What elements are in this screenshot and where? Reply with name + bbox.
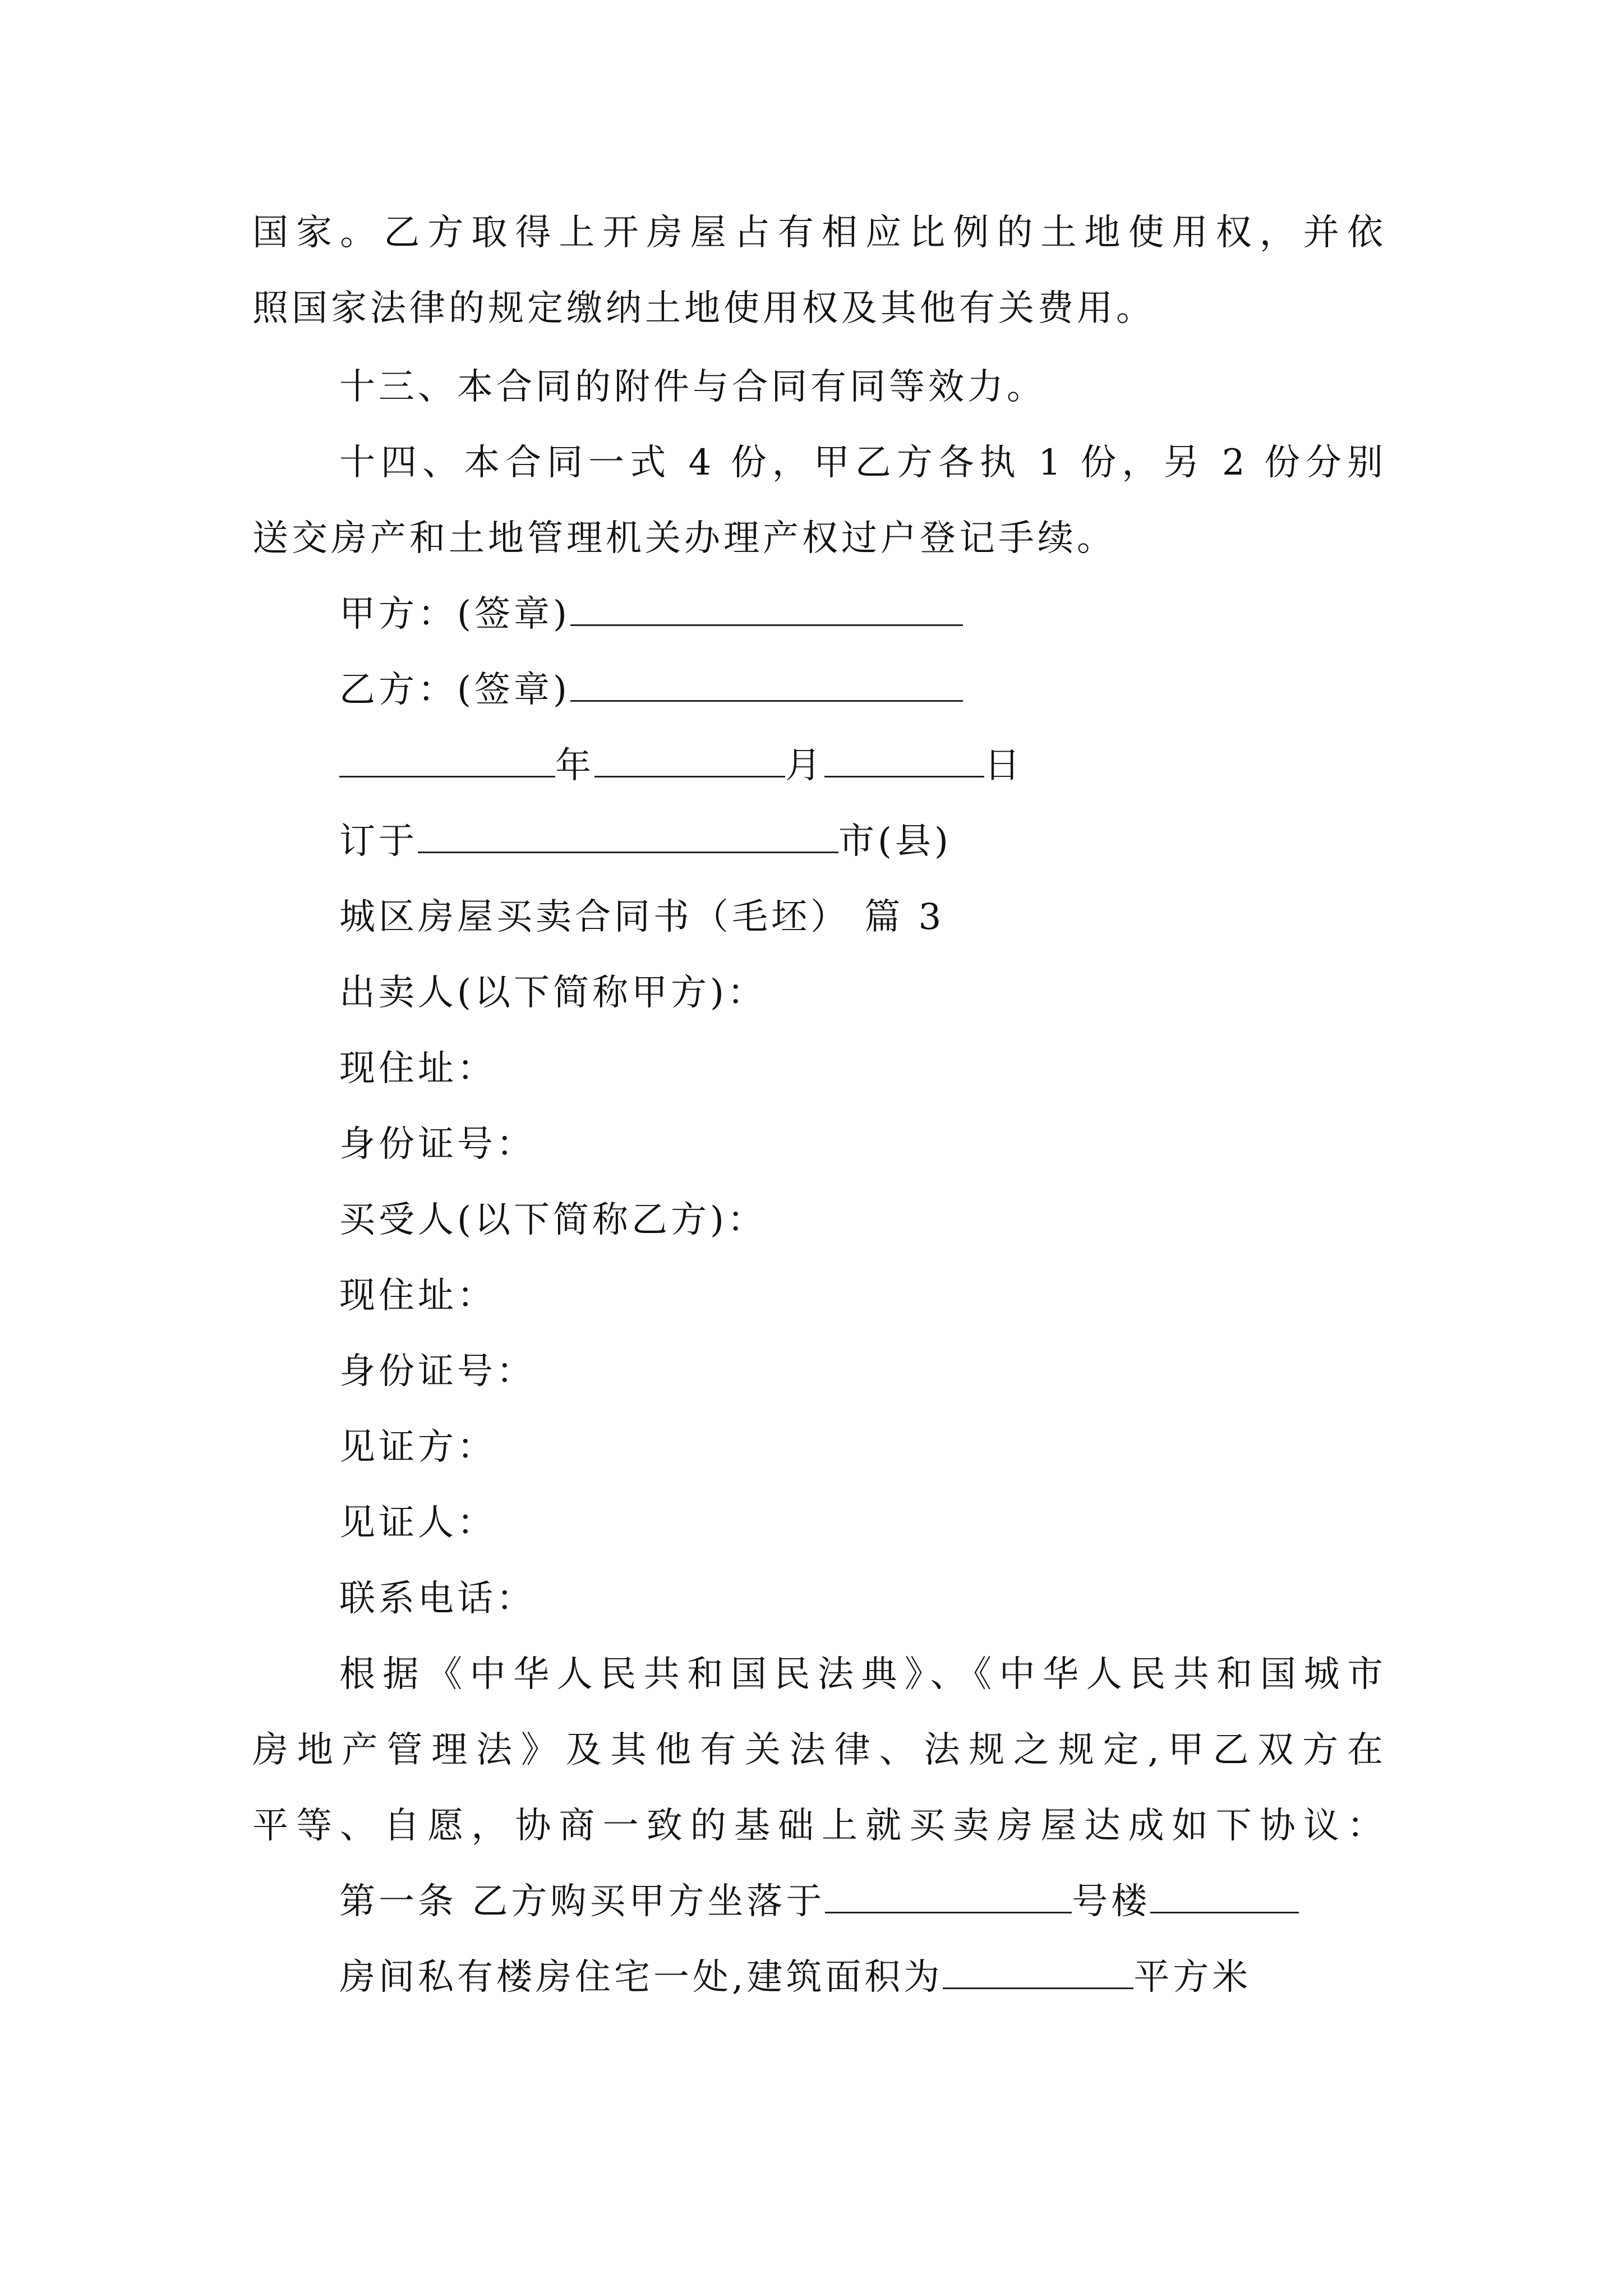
year-label: 年 (555, 745, 594, 786)
city-label: 市(县) (838, 821, 952, 862)
field-buyer: 买受人(以下简称乙方)： (339, 1199, 767, 1241)
party-a-label: 甲方：(签章) (339, 593, 570, 635)
date-line (339, 743, 1023, 788)
party-a-signature-blank[interactable] (570, 592, 963, 626)
article-1-line-1 (339, 1879, 1299, 1924)
body-line-1: 国家。乙方取得上开房屋占有相应比例的土地使用权，并依 (252, 212, 1385, 254)
building-blank[interactable] (1150, 1879, 1299, 1913)
field-seller: 出卖人(以下简称甲方)： (339, 972, 767, 1014)
body-line-2: 照国家法律的规定缴纳土地使用权及其他有关费用。 (252, 288, 1155, 329)
field-witness-party: 见证方： (339, 1427, 496, 1468)
party-b-label: 乙方：(签章) (339, 669, 570, 711)
year-blank[interactable] (339, 743, 555, 777)
party-a-signature (339, 592, 963, 637)
month-label: 月 (785, 745, 824, 786)
field-witness-person: 见证人： (339, 1502, 496, 1544)
signed-at-line (339, 819, 952, 864)
location-blank[interactable] (825, 1879, 1072, 1913)
field-seller-id: 身份证号： (339, 1124, 536, 1165)
field-buyer-address: 现住址： (339, 1275, 496, 1317)
month-blank[interactable] (594, 743, 785, 777)
article-1-part-3: 房间私有楼房住宅一处,建筑面积为 (339, 1957, 943, 1998)
field-seller-address: 现住址： (339, 1048, 496, 1089)
preamble-line-1: 根据《中华人民共和国民法典》、《中华人民共和国城市 (339, 1654, 1385, 1695)
section-title: 城区房屋买卖合同书（毛坯） 篇 3 (339, 896, 945, 938)
field-phone: 联系电话： (339, 1578, 536, 1619)
preamble-line-2: 房地产管理法》及其他有关法律、法规之规定,甲乙双方在 (252, 1729, 1385, 1771)
signed-at-label: 订于 (339, 821, 418, 862)
article-1-part-2: 号楼 (1072, 1881, 1151, 1922)
clause-13: 十三、本合同的附件与合同有同等效力。 (339, 366, 1046, 408)
day-blank[interactable] (824, 743, 984, 777)
signed-at-blank[interactable] (418, 819, 838, 853)
party-b-signature (339, 668, 963, 712)
clause-14-continued: 送交房产和土地管理机关办理产权过户登记手续。 (252, 518, 1116, 559)
day-label: 日 (984, 745, 1023, 786)
article-1-line-2 (339, 1955, 1251, 2000)
field-buyer-id: 身份证号： (339, 1351, 536, 1392)
party-b-signature-blank[interactable] (570, 668, 963, 702)
article-1-part-1: 第一条 乙方购买甲方坐落于 (339, 1881, 826, 1922)
clause-14: 十四、本合同一式 4 份，甲乙方各执 1 份，另 2 份分别 (339, 442, 1385, 484)
area-blank[interactable] (943, 1955, 1133, 1989)
preamble-line-3: 平等、自愿，协商一致的基础上就买卖房屋达成如下协议： (252, 1805, 1385, 1847)
article-1-part-4: 平方米 (1133, 1957, 1252, 1998)
